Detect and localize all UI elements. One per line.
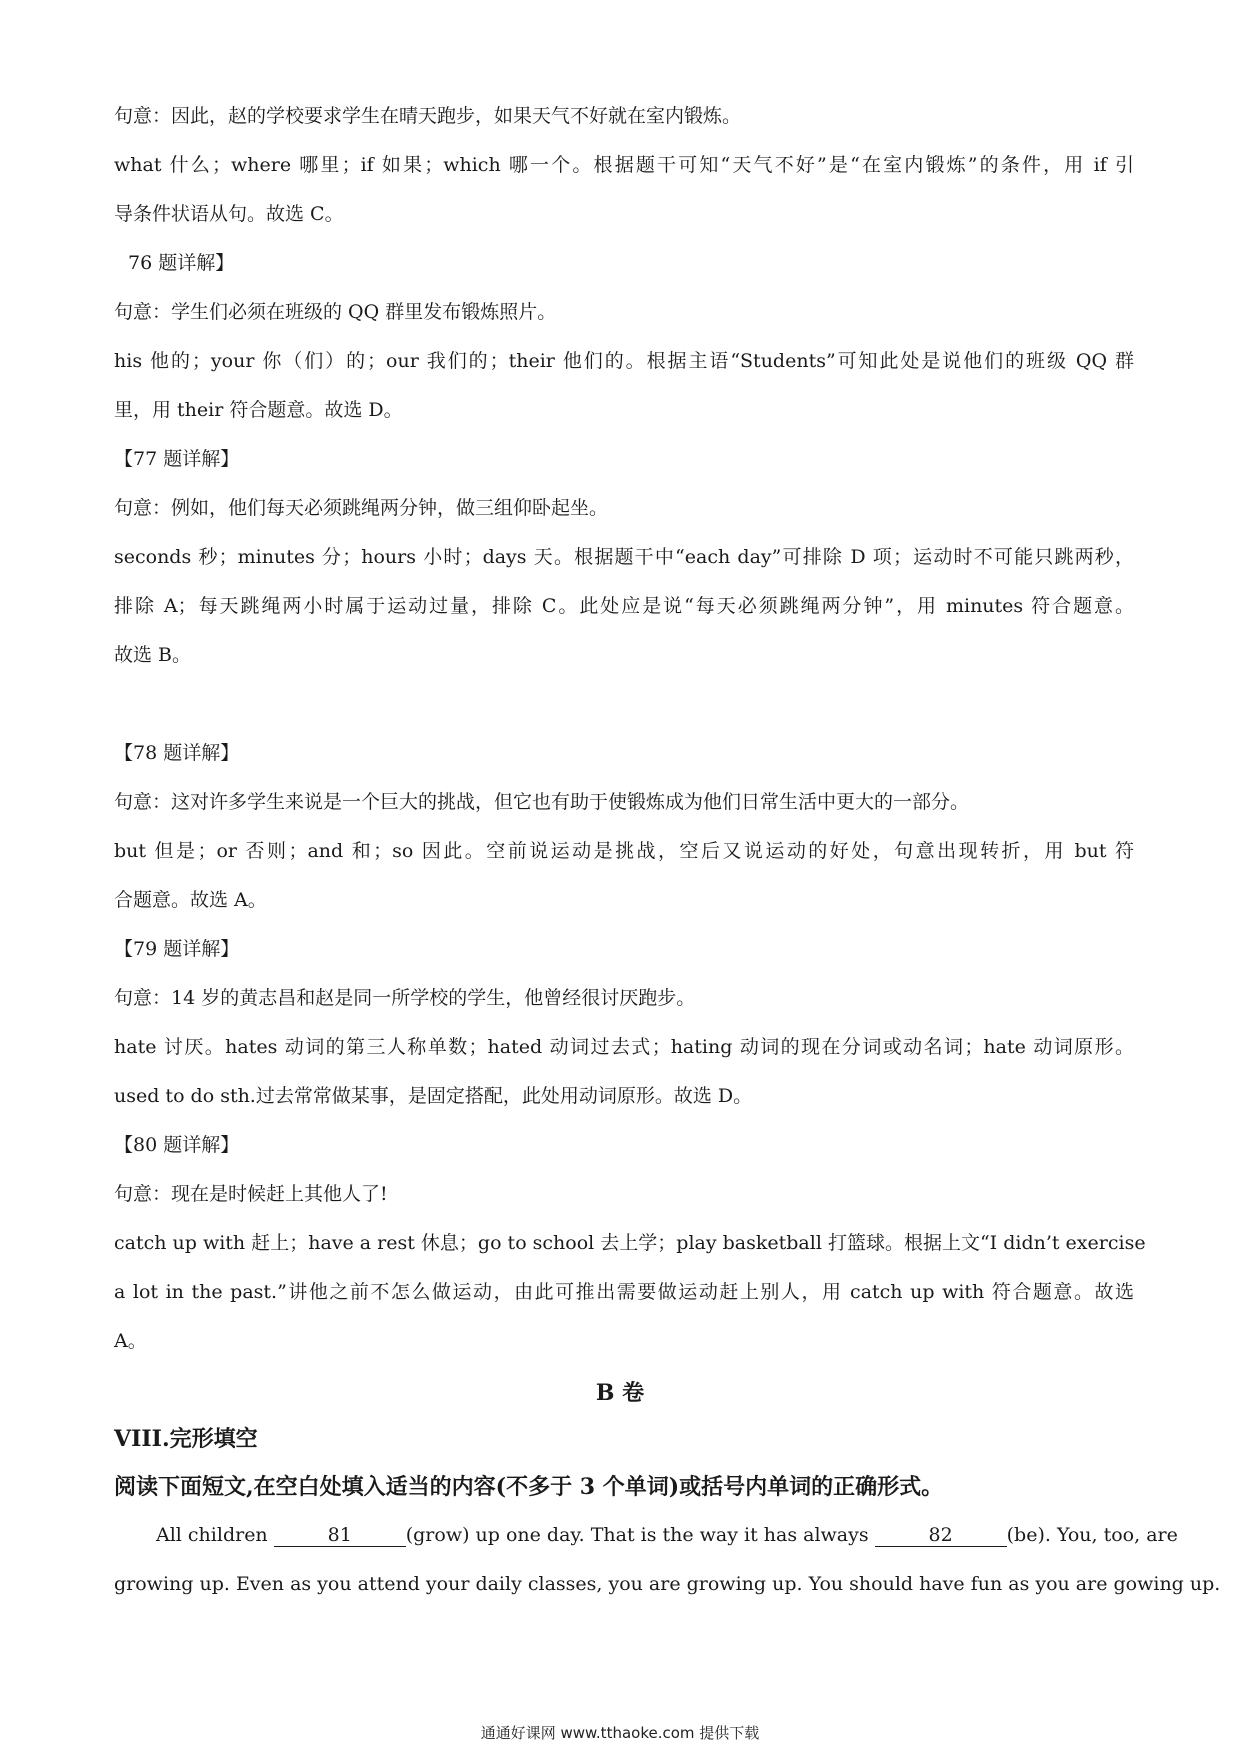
explanation-line: A。 — [114, 1330, 147, 1352]
passage-line-1 — [156, 1522, 1178, 1548]
explanation-line: 故选 B。 — [114, 644, 192, 666]
explanation-line: seconds 秒；minutes 分；hours 小时；days 天。根据题干中“each day”可排除 D 项；运动时不可能只跳两秒， — [114, 546, 1134, 568]
blank-81: 81 — [274, 1524, 406, 1547]
question-80-header: 【80 题详解】 — [114, 1134, 240, 1156]
explanation-line: hate 讨厌。hates 动词的第三人称单数；hated 动词过去式；hating 动词的现在分词或动名词；hate 动词原形。 — [114, 1036, 1134, 1058]
part-heading: VIII.完形填空 — [114, 1426, 258, 1452]
explanation-line: 句意：现在是时候赶上其他人了! — [114, 1183, 388, 1205]
explanation-line: 句意：14 岁的黄志昌和赵是同一所学校的学生，他曾经很讨厌跑步。 — [114, 987, 696, 1009]
passage-segment: (be). You, too, are — [1006, 1524, 1178, 1546]
explanation-line: used to do sth.过去常常做某事，是固定搭配，此处用动词原形。故选 D。 — [114, 1085, 753, 1107]
explanation-line: a lot in the past.”讲他之前不怎么做运动，由此可推出需要做运动赶上别人，用 catch up with 符合题意。故选 — [114, 1281, 1134, 1303]
passage-segment: All children — [156, 1524, 274, 1546]
question-78-header: 【78 题详解】 — [114, 742, 240, 764]
explanation-line: 里，用 their 符合题意。故选 D。 — [114, 399, 403, 421]
section-title: B 卷 — [595, 1380, 645, 1406]
question-79-header: 【79 题详解】 — [114, 938, 240, 960]
explanation-line: but 但是；or 否则；and 和；so 因此。空前说运动是挑战，空后又说运动的好处，句意出现转折，用 but 符 — [114, 840, 1134, 862]
passage-segment: (grow) up one day. That is the way it has always — [405, 1524, 875, 1546]
passage-line-2: growing up. Even as you attend your daily classes, you are growing up. You should have fun as you are gowing up. — [114, 1573, 1221, 1595]
explanation-line: 排除 A；每天跳绳两小时属于运动过量，排除 C。此处应是说“每天必须跳绳两分钟”，用 minutes 符合题意。 — [114, 595, 1134, 617]
explanation-line: 导条件状语从句。故选 C。 — [114, 203, 344, 225]
explanation-line: catch up with 赶上；have a rest 休息；go to school 去上学；play basketball 打篮球。根据上文“I didn’t exercise — [114, 1232, 1146, 1254]
blank-82: 82 — [875, 1524, 1007, 1547]
explanation-line: his 他的；your 你（们）的；our 我们的；their 他们的。根据主语“Students”可知此处是说他们的班级 QQ 群 — [114, 350, 1134, 372]
explanation-line: what 什么；where 哪里；if 如果；which 哪一个。根据题干可知“天气不好”是“在室内锻炼”的条件，用 if 引 — [114, 154, 1134, 176]
question-77-header: 【77 题详解】 — [114, 448, 240, 470]
page-footer: 通通好课网 www.tthaoke.com 提供下载 — [480, 1724, 760, 1742]
explanation-line: 句意：因此，赵的学校要求学生在晴天跑步，如果天气不好就在室内锻炼。 — [114, 105, 742, 127]
explanation-line: 合题意。故选 A。 — [114, 889, 267, 911]
instruction-text: 阅读下面短文,在空白处填入适当的内容(不多于 3 个单词)或括号内单词的正确形式。 — [114, 1474, 944, 1500]
explanation-line: 句意：这对许多学生来说是一个巨大的挑战，但它也有助于使锻炼成为他们日常生活中更大的一部分。 — [114, 791, 970, 813]
explanation-line: 句意：例如，他们每天必须跳绳两分钟，做三组仰卧起坐。 — [114, 497, 609, 519]
explanation-line: 句意：学生们必须在班级的 QQ 群里发布锻炼照片。 — [114, 301, 557, 323]
question-76-header: 76 题详解】 — [128, 252, 235, 274]
